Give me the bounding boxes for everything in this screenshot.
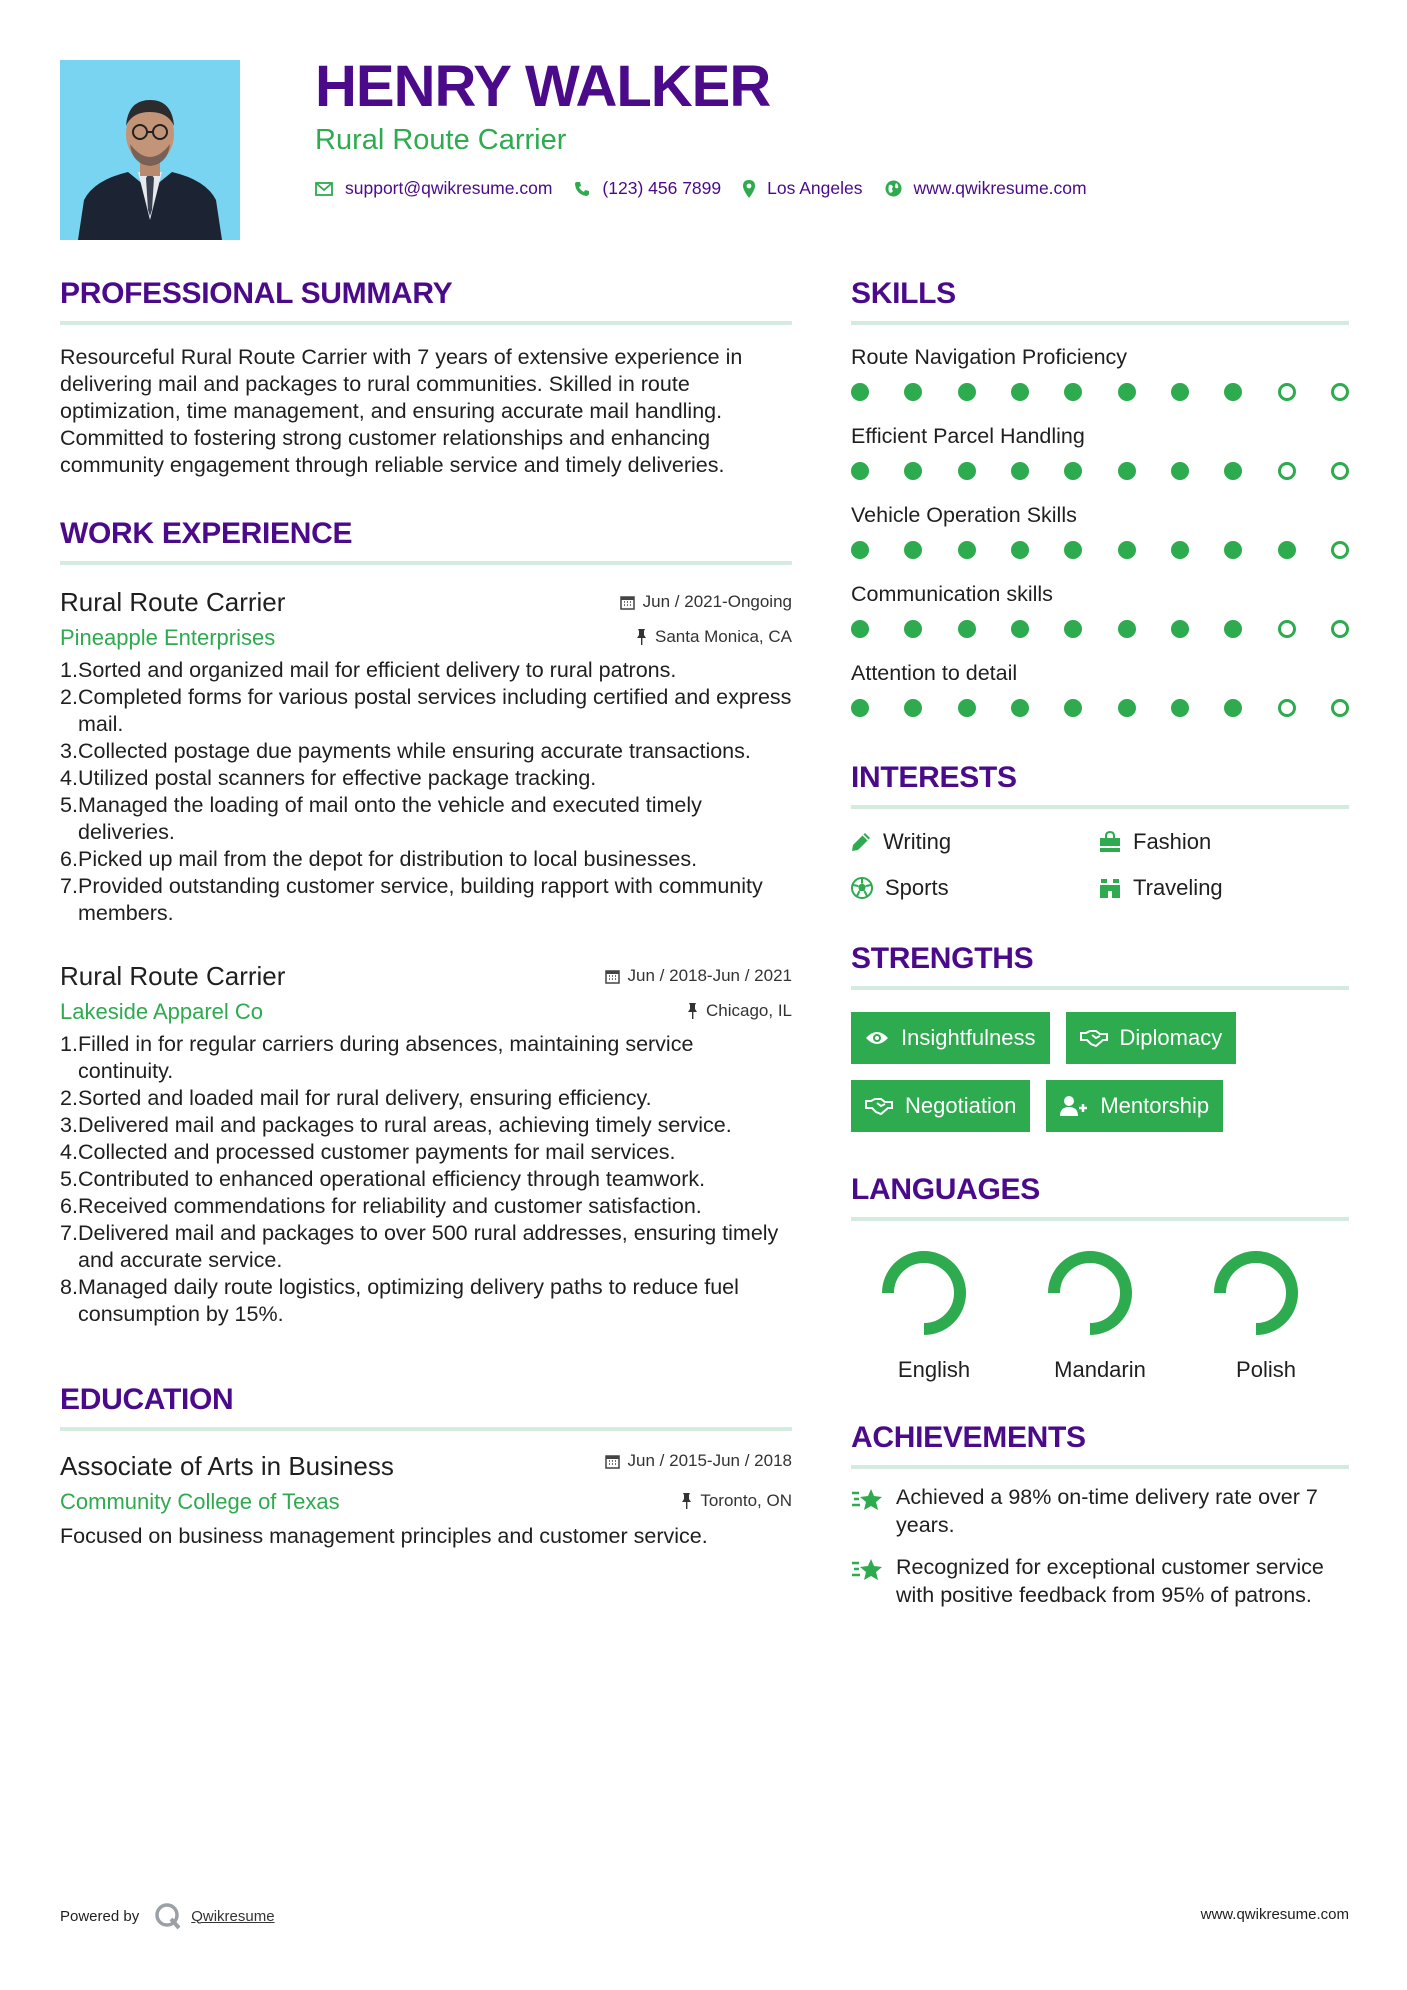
- skill-dot-filled: [1224, 462, 1242, 480]
- skill-dot-filled: [1011, 620, 1029, 638]
- list-text: Picked up mail from the depot for distribution to local businesses.: [78, 847, 698, 871]
- language-name: English: [897, 1357, 971, 1382]
- skill-dot-filled: [1011, 383, 1029, 401]
- section-divider: [60, 321, 792, 325]
- achievement-item: [851, 1483, 1349, 1539]
- list-number: 5.: [60, 1167, 78, 1191]
- candidate-job-title: Rural Route Carrier: [315, 124, 567, 156]
- list-number: 3.: [60, 1113, 78, 1137]
- job-company: Pineapple Enterprises: [60, 625, 276, 650]
- language-level-arc: [1220, 1257, 1292, 1329]
- list-number: 3.: [60, 739, 78, 763]
- language-level-arc: [888, 1257, 960, 1329]
- qwikresume-logo-icon: [153, 1901, 183, 1931]
- strength-label: Insightfulness: [901, 1025, 1036, 1050]
- footer-website[interactable]: www.qwikresume.com: [1200, 1906, 1349, 1923]
- education-heading: EDUCATION: [60, 1383, 234, 1416]
- languages-section: [851, 1172, 1349, 1383]
- skill-dot-empty: [1331, 383, 1349, 401]
- job-title: Rural Route Carrier: [60, 587, 286, 617]
- summary-section: [60, 276, 792, 479]
- skill-dot-filled: [851, 699, 869, 717]
- skill-dot-empty: [1278, 620, 1296, 638]
- list-text: Utilized postal scanners for effective package tracking.: [78, 766, 597, 790]
- list-item: [60, 1220, 792, 1274]
- skill-name: Route Navigation Proficiency: [851, 345, 1128, 369]
- section-divider: [851, 805, 1349, 809]
- skills-list: [851, 344, 1349, 718]
- interest-item: [851, 875, 1099, 901]
- list-item: [60, 1274, 792, 1328]
- skill-item: [851, 423, 1349, 481]
- list-item: [60, 846, 792, 873]
- language-name: Polish: [1236, 1357, 1296, 1382]
- binoculars-icon: [1099, 877, 1121, 899]
- skill-dot-filled: [1064, 462, 1082, 480]
- achievement-item: [851, 1553, 1349, 1609]
- list-number: 5.: [60, 793, 78, 817]
- pencil-icon: [851, 832, 871, 852]
- skill-dot-filled: [904, 699, 922, 717]
- strength-badge: [851, 1080, 1030, 1132]
- education-location: [681, 1491, 792, 1511]
- list-number: 4.: [60, 766, 78, 790]
- education-header: [60, 1451, 792, 1521]
- candidate-name: HENRY WALKER: [315, 54, 771, 119]
- skill-dot-filled: [851, 541, 869, 559]
- job-location: [636, 627, 792, 647]
- strengths-section: [851, 941, 1349, 1132]
- list-text: Filled in for regular carriers during absences, maintaining service continuity.: [78, 1032, 694, 1083]
- skill-dot-filled: [1171, 383, 1189, 401]
- list-item: [60, 1166, 792, 1193]
- job-date: [620, 592, 792, 612]
- skill-dot-filled: [958, 462, 976, 480]
- calendar-icon: [620, 595, 635, 610]
- skill-dot-filled: [1064, 383, 1082, 401]
- eye-icon: [865, 1030, 889, 1046]
- left-column: [60, 276, 792, 1550]
- education-entry: [60, 1451, 792, 1550]
- language-item: [1183, 1245, 1349, 1383]
- skills-section: [851, 276, 1349, 718]
- education-description: Focused on business management principles and customer service.: [60, 1524, 708, 1548]
- skill-dot-filled: [1224, 620, 1242, 638]
- skill-dot-filled: [958, 699, 976, 717]
- interest-item: [1099, 829, 1347, 855]
- experience-heading: WORK EXPERIENCE: [60, 517, 353, 550]
- skill-dot-filled: [1011, 699, 1029, 717]
- skill-rating: [851, 461, 1349, 481]
- pushpin-icon: [681, 1493, 692, 1509]
- education-location-text: Toronto, ON: [700, 1491, 792, 1510]
- job-header: [60, 961, 792, 1031]
- contact-phone[interactable]: [574, 178, 721, 199]
- skill-dot-empty: [1278, 699, 1296, 717]
- language-level-ring: [1042, 1245, 1138, 1341]
- list-text: Sorted and organized mail for efficient delivery to rural patrons.: [78, 658, 677, 682]
- skill-dot-filled: [1064, 699, 1082, 717]
- email-text: support@qwikresume.com: [345, 178, 553, 198]
- summary-heading: PROFESSIONAL SUMMARY: [60, 277, 453, 310]
- language-item: [851, 1245, 1017, 1383]
- list-item: [60, 873, 792, 927]
- skill-dot-empty: [1331, 462, 1349, 480]
- skill-item: [851, 581, 1349, 639]
- skill-dot-filled: [958, 383, 976, 401]
- interests-heading: INTERESTS: [851, 761, 1017, 794]
- skill-item: [851, 502, 1349, 560]
- skill-dot-empty: [1331, 541, 1349, 559]
- list-text: Received commendations for reliability and customer satisfaction.: [78, 1194, 702, 1218]
- job-location-text: Santa Monica, CA: [654, 627, 792, 646]
- skill-dot-filled: [1118, 699, 1136, 717]
- section-divider: [60, 561, 792, 565]
- skill-dot-filled: [1224, 699, 1242, 717]
- skill-dot-filled: [1224, 383, 1242, 401]
- strengths-heading: STRENGTHS: [851, 942, 1034, 975]
- pushpin-icon: [687, 1003, 698, 1019]
- interest-label: Fashion: [1133, 829, 1212, 854]
- list-number: 2.: [60, 685, 78, 709]
- shooting-star-icon: [851, 1487, 883, 1513]
- achievement-text: Recognized for exceptional customer service with positive feedback from 95% of patrons.: [896, 1555, 1324, 1607]
- interest-label: Writing: [883, 829, 952, 854]
- skill-dot-filled: [904, 541, 922, 559]
- user-plus-icon: [1060, 1096, 1088, 1116]
- skill-dot-empty: [1278, 383, 1296, 401]
- map-pin-icon: [743, 180, 755, 198]
- list-text: Managed the loading of mail onto the vehicle and executed timely deliveries.: [78, 793, 702, 844]
- calendar-icon: [605, 1454, 620, 1469]
- list-number: 1.: [60, 658, 78, 682]
- strengths-list: [851, 1012, 1349, 1132]
- skill-item: [851, 660, 1349, 718]
- skill-dot-filled: [1118, 541, 1136, 559]
- achievement-text: Achieved a 98% on-time delivery rate over 7 years.: [896, 1485, 1318, 1537]
- handshake-icon: [865, 1097, 893, 1115]
- footer-powered-by: [60, 1901, 275, 1931]
- list-item: [60, 792, 792, 846]
- list-text: Collected and processed customer payments for mail services.: [78, 1140, 676, 1164]
- job-date-text: Jun / 2018-Jun / 2021: [627, 966, 792, 985]
- contact-email[interactable]: [315, 178, 552, 199]
- languages-list: [851, 1245, 1349, 1383]
- soccer-ball-icon: [851, 877, 873, 899]
- interest-label: Traveling: [1133, 875, 1223, 900]
- list-number: 6.: [60, 1194, 78, 1218]
- achievements-heading: ACHIEVEMENTS: [851, 1421, 1086, 1454]
- job-entry: [60, 961, 792, 1328]
- list-number: 7.: [60, 1221, 78, 1245]
- list-text: Managed daily route logistics, optimizing delivery paths to reduce fuel consumption by 15%.: [78, 1275, 739, 1326]
- shopping-bag-icon: [1099, 831, 1121, 853]
- summary-text: Resourceful Rural Route Carrier with 7 years of extensive experience in delivering mail and packages to rural communities. Skilled in route optimization, time management, and ensuring accurate mail handling. Committed to fostering strong customer relationships and enhancing community engagement through reliable service and timely deliveries.: [60, 345, 743, 477]
- phone-icon: [574, 181, 590, 197]
- skill-dot-filled: [851, 462, 869, 480]
- skill-dot-empty: [1278, 462, 1296, 480]
- strength-badge: [851, 1012, 1050, 1064]
- duties-list: [60, 1031, 792, 1328]
- job-entry: [60, 587, 792, 927]
- list-item: [60, 684, 792, 738]
- experience-section: [60, 516, 792, 1328]
- strength-label: Diplomacy: [1119, 1025, 1223, 1050]
- list-text: Sorted and loaded mail for rural delivery, ensuring efficiency.: [78, 1086, 652, 1110]
- list-number: 1.: [60, 1032, 78, 1056]
- skill-dot-filled: [904, 620, 922, 638]
- website-text: www.qwikresume.com: [913, 178, 1087, 198]
- skill-name: Communication skills: [851, 582, 1053, 606]
- calendar-icon: [605, 969, 620, 984]
- skill-dot-filled: [958, 541, 976, 559]
- pushpin-icon: [636, 629, 647, 645]
- section-divider: [851, 321, 1349, 325]
- education-date: [605, 1451, 792, 1471]
- list-item: [60, 1031, 792, 1085]
- skill-dot-filled: [1171, 541, 1189, 559]
- skill-dot-empty: [1331, 699, 1349, 717]
- skill-dot-filled: [1011, 541, 1029, 559]
- envelope-icon: [315, 182, 333, 196]
- languages-heading: LANGUAGES: [851, 1173, 1040, 1206]
- section-divider: [851, 986, 1349, 990]
- skills-heading: SKILLS: [851, 277, 956, 310]
- strength-badge: [1046, 1080, 1223, 1132]
- language-level-ring: [1208, 1245, 1304, 1341]
- education-section: [60, 1382, 792, 1550]
- shooting-star-icon: [851, 1557, 883, 1583]
- achievements-section: [851, 1420, 1349, 1609]
- right-column: [851, 276, 1349, 1609]
- list-item: [60, 1193, 792, 1220]
- language-level-arc: [1054, 1257, 1126, 1329]
- list-item: [60, 1139, 792, 1166]
- list-item: [60, 657, 792, 684]
- skill-dot-filled: [851, 620, 869, 638]
- list-item: [60, 738, 792, 765]
- handshake-icon: [1080, 1029, 1108, 1047]
- list-number: 6.: [60, 847, 78, 871]
- list-number: 8.: [60, 1275, 78, 1299]
- skill-dot-filled: [1011, 462, 1029, 480]
- job-title: Rural Route Carrier: [60, 961, 286, 991]
- strength-label: Mentorship: [1100, 1093, 1210, 1118]
- section-divider: [851, 1465, 1349, 1469]
- job-company: Lakeside Apparel Co: [60, 999, 264, 1024]
- school-name: Community College of Texas: [60, 1489, 340, 1514]
- interests-section: [851, 760, 1349, 901]
- interest-item: [1099, 875, 1347, 901]
- degree-title: Associate of Arts in Business: [60, 1451, 394, 1481]
- list-text: Collected postage due payments while ensuring accurate transactions.: [78, 739, 751, 763]
- skill-dot-filled: [1224, 541, 1242, 559]
- interest-item: [851, 829, 1099, 855]
- skill-rating: [851, 382, 1349, 402]
- skill-dot-filled: [958, 620, 976, 638]
- skill-item: [851, 344, 1349, 402]
- contact-website[interactable]: [885, 178, 1087, 199]
- skill-dot-filled: [1171, 699, 1189, 717]
- globe-icon: [885, 180, 902, 197]
- language-item: [1017, 1245, 1183, 1383]
- skill-dot-filled: [1171, 462, 1189, 480]
- skill-dot-filled: [904, 383, 922, 401]
- strength-label: Negotiation: [905, 1093, 1017, 1118]
- list-number: 2.: [60, 1086, 78, 1110]
- skill-rating: [851, 619, 1349, 639]
- skill-dot-filled: [851, 383, 869, 401]
- list-item: [60, 1085, 792, 1112]
- skill-dot-filled: [1118, 383, 1136, 401]
- contact-bar: [315, 178, 1109, 199]
- skill-dot-empty: [1331, 620, 1349, 638]
- skill-dot-filled: [904, 462, 922, 480]
- skill-name: Attention to detail: [851, 661, 1018, 685]
- job-date-text: Jun / 2021-Ongoing: [642, 592, 792, 611]
- skill-dot-filled: [1118, 462, 1136, 480]
- powered-by-label: Powered by: [60, 1907, 140, 1925]
- section-divider: [851, 1217, 1349, 1221]
- qwikresume-link[interactable]: Qwikresume: [191, 1907, 275, 1925]
- profile-photo: [60, 60, 240, 240]
- skill-rating: [851, 540, 1349, 560]
- skill-rating: [851, 698, 1349, 718]
- location-text: Los Angeles: [767, 178, 863, 198]
- list-text: Delivered mail and packages to rural areas, achieving timely service.: [78, 1113, 732, 1137]
- duties-list: [60, 657, 792, 927]
- skill-dot-filled: [1278, 541, 1296, 559]
- list-item: [60, 1112, 792, 1139]
- list-number: 4.: [60, 1140, 78, 1164]
- job-date: [605, 966, 792, 986]
- education-date-text: Jun / 2015-Jun / 2018: [627, 1451, 792, 1470]
- list-text: Completed forms for various postal services including certified and express mail.: [78, 685, 792, 736]
- list-text: Delivered mail and packages to over 500 rural addresses, ensuring timely and accurate service.: [78, 1221, 779, 1272]
- strength-badge: [1066, 1012, 1237, 1064]
- list-number: 7.: [60, 874, 78, 898]
- list-item: [60, 765, 792, 792]
- language-name: Mandarin: [1054, 1357, 1146, 1382]
- language-level-ring: [876, 1245, 972, 1341]
- contact-location: [743, 178, 862, 199]
- skill-name: Efficient Parcel Handling: [851, 424, 1085, 448]
- skill-name: Vehicle Operation Skills: [851, 503, 1077, 527]
- section-divider: [60, 1427, 792, 1431]
- job-location-text: Chicago, IL: [706, 1001, 792, 1020]
- skill-dot-filled: [1064, 541, 1082, 559]
- skill-dot-filled: [1171, 620, 1189, 638]
- interests-list: [851, 829, 1349, 901]
- skill-dot-filled: [1118, 620, 1136, 638]
- list-text: Provided outstanding customer service, building rapport with community members.: [78, 874, 763, 925]
- job-header: [60, 587, 792, 657]
- job-location: [687, 1001, 792, 1021]
- phone-text: (123) 456 7899: [602, 178, 722, 198]
- interest-label: Sports: [885, 875, 949, 900]
- skill-dot-filled: [1064, 620, 1082, 638]
- list-text: Contributed to enhanced operational efficiency through teamwork.: [78, 1167, 706, 1191]
